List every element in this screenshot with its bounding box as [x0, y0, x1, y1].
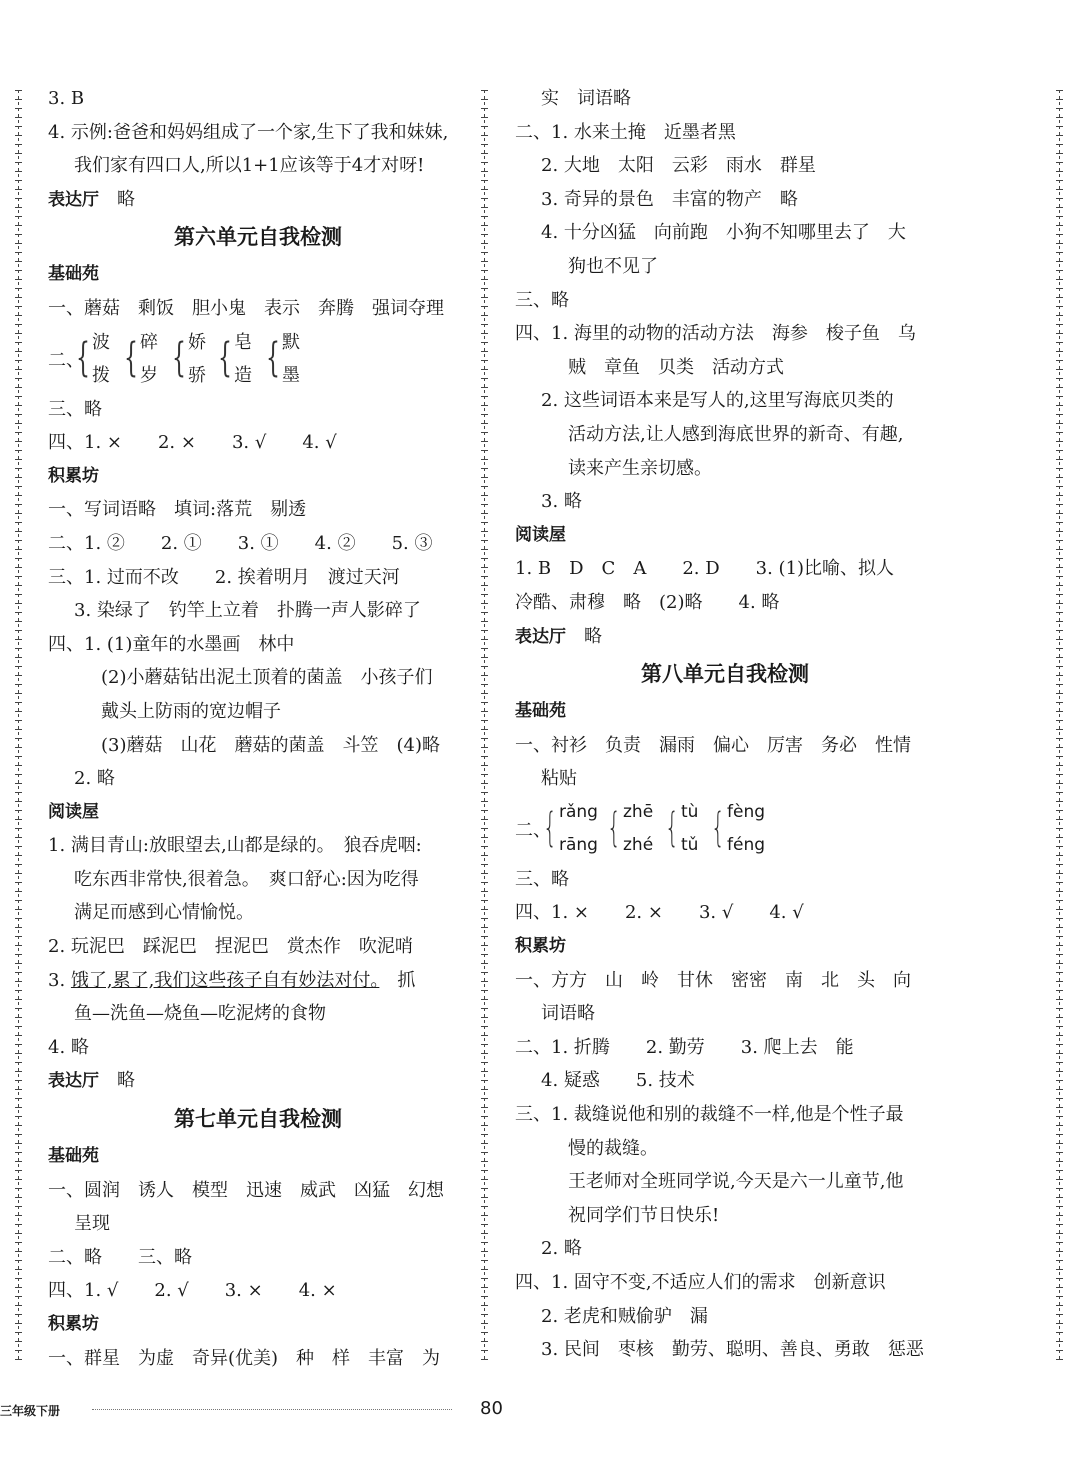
section-label: 阅读屋 [48, 801, 99, 822]
answer-line: 三、1. 裁缝说他和别的裁缝不一样,他是个性子最 [515, 1104, 904, 1126]
answer-line: 三、1. 过而不改 2. 挨着明月 渡过天河 [48, 566, 400, 588]
answer-line: 2. 略 [541, 1238, 582, 1260]
section-label: 基础苑 [515, 701, 566, 722]
answer-line [515, 620, 935, 654]
answer-line: 一、蘑菇 剩饭 胆小鬼 表示 奔腾 强词夺理 [48, 297, 444, 319]
pinyin: zhē [623, 801, 654, 822]
answer-text: 略 [584, 625, 602, 647]
answer-line: 狗也不见了 [568, 255, 658, 277]
char: 波 [92, 331, 110, 353]
pinyin: rǎng [559, 801, 598, 822]
answer-line: (3)蘑菇 山花 蘑菇的菌盖 斗笠 (4)略 [101, 734, 440, 756]
answer-line: 一、衬衫 负责 漏雨 偏心 厉害 务必 性情 [515, 734, 911, 756]
answer-text: 抓 [379, 969, 416, 991]
pinyin-pairs-row: 二、 { rǎng rāng { zhē zhé { tù tǔ { fèng féng [515, 796, 935, 863]
answer-line: 二、略 三、略 [48, 1246, 192, 1268]
unit-heading: 第八单元自我检测 [641, 661, 809, 687]
answer-line: 1. B D C A 2. D 3. (1)比喻、拟人 [515, 558, 895, 580]
answer-line: 四、1. × 2. × 3. √ 4. √ [515, 902, 804, 924]
answer-line: 呈现 [74, 1213, 110, 1235]
pinyin: rāng [559, 834, 598, 855]
answer-line: 我们家有四口人,所以1+1应该等于4才对呀! [74, 155, 425, 177]
section-label: 表达厅 [515, 626, 566, 647]
answer-line: 一、圆润 诱人 模型 迅速 威武 凶猛 幻想 [48, 1179, 444, 1201]
answer-line: 3. 奇异的景色 丰富的物产 略 [541, 188, 798, 210]
footer-dotted-rule [92, 1409, 452, 1410]
answer-line: 四、1. × 2. × 3. √ 4. √ [48, 432, 337, 454]
answer-line: 四、1. 海里的动物的活动方法 海参 梭子鱼 乌 [515, 323, 916, 345]
answer-line: 二、1. 折腾 2. 勤劳 3. 爬上去 能 [515, 1036, 854, 1058]
answer-line: 2. 玩泥巴 踩泥巴 捏泥巴 赏杰作 吹泥哨 [48, 936, 413, 958]
section-label: 表达厅 [48, 189, 99, 210]
item-label: 二、 [48, 349, 84, 371]
answer-line: 4. 十分凶猛 向前跑 小狗不知哪里去了 大 [541, 222, 906, 244]
answer-line: 3. 略 [541, 491, 582, 513]
answer-text: 略 [117, 1070, 135, 1092]
section-label: 积累坊 [515, 936, 566, 957]
answer-line: 祝同学们节日快乐! [568, 1204, 720, 1226]
char: 造 [234, 364, 252, 386]
pinyin: tù [681, 801, 699, 822]
left-column [48, 82, 468, 1375]
answer-line: 三、略 [48, 398, 102, 420]
answer-line: 四、1. (1)童年的水墨画 林中 [48, 633, 295, 655]
answer-line: 鱼—洗鱼—烧鱼—吃泥烤的食物 [74, 1003, 326, 1025]
answer-line: 一、方方 山 岭 甘休 密密 南 北 头 向 [515, 969, 911, 991]
answer-line: 1. 满目青山:放眼望去,山都是绿的。 狼吞虎咽: [48, 835, 422, 857]
answer-line: 2. 老虎和贼偷驴 漏 [541, 1305, 708, 1327]
section-label: 积累坊 [48, 465, 99, 486]
grade-label: 三年级下册 [0, 1404, 61, 1418]
char: 拨 [92, 364, 110, 386]
item-label: 二、 [515, 819, 551, 841]
pinyin: zhé [623, 834, 654, 855]
answer-line: 贼 章鱼 贝类 活动方式 [568, 356, 784, 378]
answer-line: 冷酷、肃穆 略 (2)略 4. 略 [515, 591, 780, 613]
pinyin: féng [727, 834, 766, 855]
char: 娇 [188, 331, 206, 353]
answer-line: 满足而感到心情愉悦。 [74, 902, 254, 924]
char: 默 [282, 331, 300, 353]
page-number: 80 [480, 1398, 503, 1419]
char: 墨 [282, 364, 300, 386]
unit-heading: 第七单元自我检测 [174, 1106, 342, 1132]
answer-line: 三、略 [515, 868, 569, 890]
answer-line: 粘贴 [541, 768, 577, 790]
answer-line: 2. 略 [74, 768, 115, 790]
answer-line: 3. 染绿了 钓竿上立着 扑腾一声人影碎了 [74, 600, 421, 622]
answer-line [48, 964, 468, 998]
answer-line [48, 1064, 468, 1098]
char: 皂 [234, 331, 252, 353]
answer-line: 四、1. 固守不变,不适应人们的需求 创新意识 [515, 1272, 886, 1293]
binding-cut-line-middle [484, 90, 485, 1362]
answer-line: 一、群星 为虚 奇异(优美) 种 样 丰富 为 [48, 1347, 441, 1369]
binding-cut-line-left [18, 90, 19, 1362]
pinyin: tǔ [681, 834, 699, 855]
answer-line: 2. 大地 太阳 云彩 雨水 群星 [541, 155, 816, 177]
section-label: 基础苑 [48, 1146, 99, 1167]
answer-line: 4. 略 [48, 1036, 89, 1058]
answer-line: 四、1. √ 2. √ 3. × 4. × [48, 1280, 337, 1302]
section-label: 基础苑 [48, 264, 99, 285]
answer-line: 戴头上防雨的宽边帽子 [101, 700, 281, 722]
answer-line: 读来产生亲切感。 [568, 457, 712, 479]
answer-line: 4. 示例:爸爸和妈妈组成了一个家,生下了我和妹妹, [48, 121, 449, 143]
answer-text: 3. [48, 969, 71, 991]
char: 岁 [140, 364, 158, 386]
answer-line: 3. B [48, 88, 85, 109]
unit-heading: 第六单元自我检测 [174, 224, 342, 250]
char: 骄 [188, 364, 206, 386]
answer-line: 3. 民间 枣核 勤劳、聪明、善良、勇敢 惩恶 [541, 1339, 924, 1361]
answer-line: 王老师对全班同学说,今天是六一儿童节,他 [568, 1171, 904, 1193]
answer-line: 4. 疑惑 5. 技术 [541, 1070, 695, 1092]
answer-line: 词语略 [541, 1003, 595, 1025]
char: 碎 [140, 331, 158, 353]
answer-text: 略 [117, 188, 135, 210]
answer-line: 三、略 [515, 289, 569, 311]
answer-line: (2)小蘑菇钻出泥土顶着的菌盖 小孩子们 [101, 667, 433, 689]
answer-line: 活动方法,让人感到海底世界的新奇、有趣, [568, 423, 904, 445]
answer-line: 二、1. ② 2. ① 3. ① 4. ② 5. ③ [48, 532, 433, 554]
answer-line [48, 183, 468, 217]
right-column [515, 82, 935, 1367]
answer-line: 二、1. 水来土掩 近墨者黑 [515, 121, 736, 143]
section-label: 积累坊 [48, 1314, 99, 1334]
answer-line: 2. 这些词语本来是写人的,这里写海底贝类的 [541, 390, 894, 412]
pinyin: fèng [727, 801, 766, 822]
answer-line: 一、写词语略 填词:落荒 剔透 [48, 499, 307, 521]
answer-line: 吃东西非常快,很着急。 爽口舒心:因为吃得 [74, 868, 419, 890]
section-label: 阅读屋 [515, 524, 566, 545]
answer-line: 慢的裁缝。 [568, 1137, 658, 1159]
char-pairs-row: 二、 { 波 拨 { 碎 岁 { 娇 骄 { 皂 造 { 默 墨 [48, 326, 468, 393]
section-label: 表达厅 [48, 1071, 99, 1092]
underlined-answer: 饿了,累了,我们这些孩子自有妙法对付。 [70, 969, 380, 991]
answer-line: 实 词语略 [541, 88, 631, 109]
binding-cut-line-right [1059, 90, 1060, 1362]
